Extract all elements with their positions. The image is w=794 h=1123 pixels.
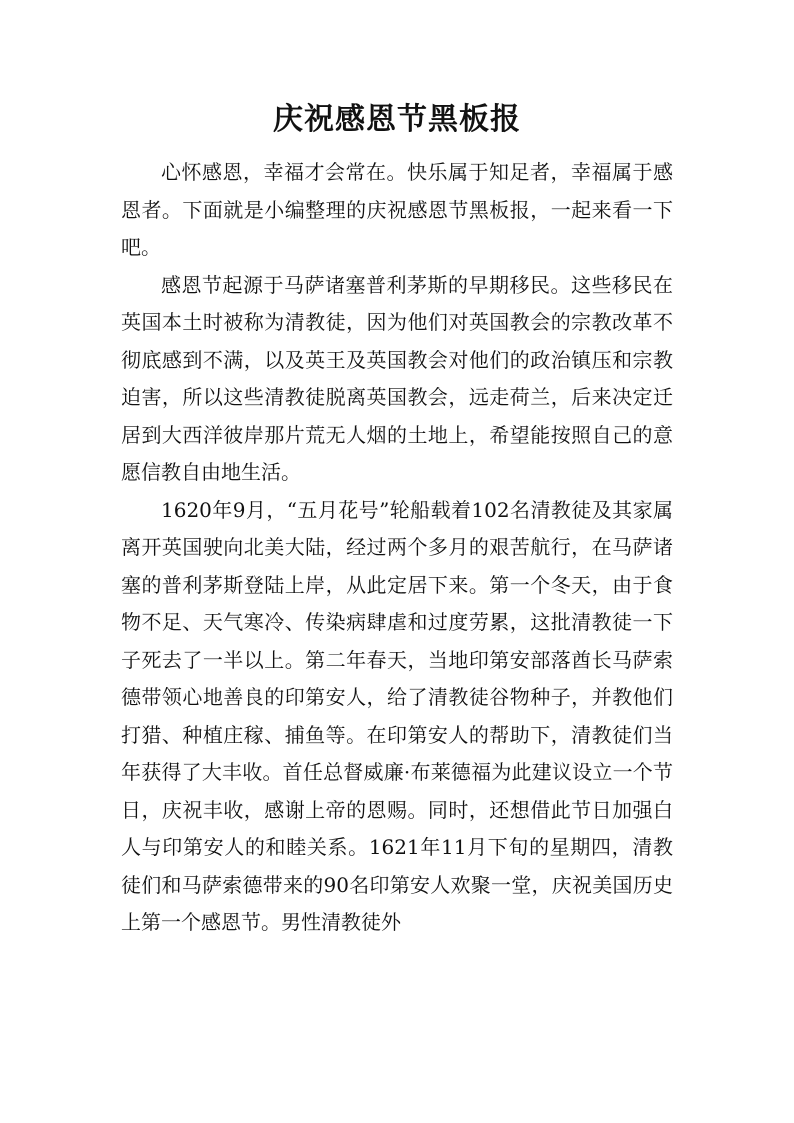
document-title: 庆祝感恩节黑板报 — [273, 102, 521, 137]
document-body — [121, 154, 673, 942]
paragraph-intro: 心怀感恩，幸福才会常在。快乐属于知足者，幸福属于感恩者。下面就是小编整理的庆祝感恩节黑板报，一起来看一下吧。 — [121, 160, 673, 259]
paragraph-origin: 感恩节起源于马萨诸塞普利茅斯的早期移民。这些移民在英国本土时被称为清教徒，因为他们对英国教会的宗教改革不彻底感到不满，以及英王及英国教会对他们的政治镇压和宗教迫害，所以这些清教徒脱离英国教会，远走荷兰，后来决定迁居到大西洋彼岸那片荒无人烟的土地上，希望能按照自己的意愿信教自由地生活。 — [121, 272, 673, 484]
paragraph-history: 1620年9月，“五月花号”轮船载着102名清教徒及其家属离开英国驶向北美大陆，经过两个多月的艰苦航行，在马萨诸塞的普利茅斯登陆上岸，从此定居下来。第一个冬天，由于食物不足、天气寒冷、传染病肆虐和过度劳累，这批清教徒一下子死去了一半以上。第二年春天，当地印第安部落酋长马萨索德带领心地善良的印第安人，给了清教徒谷物种子，并教他们打猎、种植庄稼、捕鱼等。在印第安人的帮助下，清教徒们当年获得了大丰收。首任总督威廉·布莱德福为此建议设立一个节日，庆祝丰收，感谢上帝的恩赐。同时，还想借此节日加强白人与印第安人的和睦关系。1621年11月下旬的星期四，清教徒们和马萨索德带来的90名印第安人欢聚一堂，庆祝美国历史上第一个感恩节。男性清教徒外 — [121, 497, 673, 934]
